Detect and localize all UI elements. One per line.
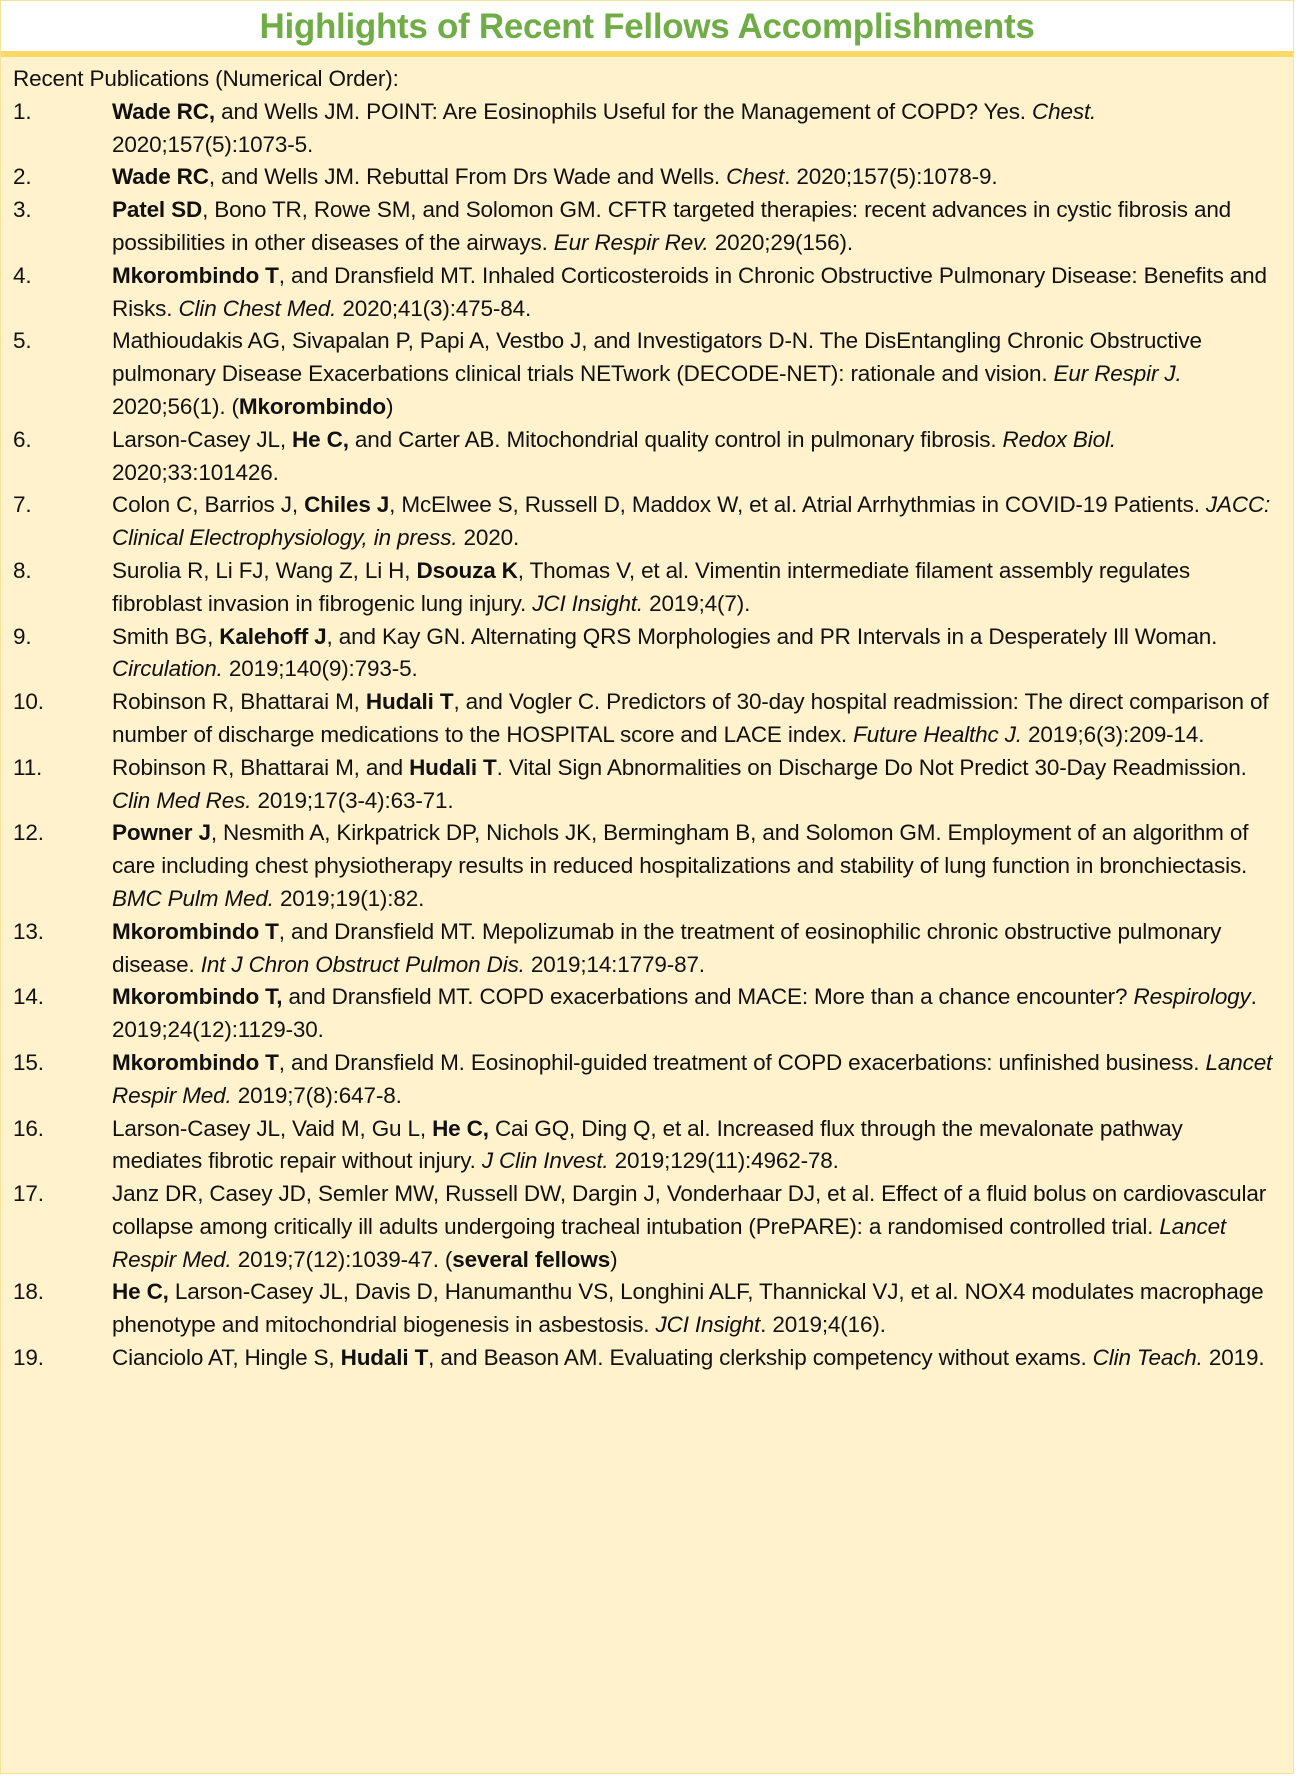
citation-text: Larson-Casey JL, [112,426,293,452]
publication-number: 6. [13,426,32,452]
citation-text: 2019. [1202,1345,1265,1371]
publication-item [13,161,1285,194]
page-title: Highlights of Recent Fellows Accomplishments [259,7,1035,46]
publication-item [13,1342,1285,1375]
publication-citation [112,621,1285,687]
publication-number: 18. [13,1279,44,1305]
journal-name: JCI Insight. [532,590,644,616]
journal-name: Eur Respir Rev. [553,229,709,255]
citation-text: 2019;4(7). [643,590,751,616]
publication-citation [112,752,1285,818]
citation-text: . Vital Sign Abnormalities on Discharge Do Not Predict 30-Day Readmission. [496,754,1247,780]
publication-item [13,1276,1285,1342]
publication-number: 1. [13,98,32,124]
journal-name: Eur Respir J. [1053,361,1182,387]
fellow-name: Hudali T [365,689,454,715]
publication-number: 9. [13,623,32,649]
fellow-name: Kalehoff J [219,623,327,649]
fellow-name: Chiles J [304,492,390,518]
citation-text: , Thomas V, et al. Vimentin intermediate filament assembly regulates fibroblast invasion in fibrogenic lung injury. [112,557,1191,616]
fellow-name: Mkorombindo T, [112,984,283,1010]
publication-citation [112,260,1285,326]
citation-text: , Bono TR, Rowe SM, and Solomon GM. CFTR targeted therapies: recent advances in cystic fibrosis and possibilities in other diseases of the airways. [112,197,1232,255]
publication-citation [112,489,1285,555]
publication-item [13,752,1285,818]
fellow-name: several fellows [452,1246,611,1272]
journal-name: Int J Chron Obstruct Pulmon Dis. [200,951,525,977]
citation-text: , and Dransfield MT. Inhaled Corticosteroids in Chronic Obstructive Pulmonary Disease: Benefits and Risks. [112,262,1267,321]
publication-citation [112,1178,1285,1276]
publication-number: 15. [13,1049,44,1075]
publications-section [1,57,1293,1375]
publication-number: 17. [13,1181,44,1207]
journal-name: Chest. [1032,98,1097,124]
fellow-name: Wade RC [112,164,209,190]
publication-list [13,96,1285,1375]
publication-number: 12. [13,820,44,846]
citation-text: , and Vogler C. Predictors of 30-day hospital readmission: The direct comparison of number of discharge medications to the HOSPITAL score and LACE index. [112,689,1269,747]
publication-item [13,424,1285,490]
citation-text: , and Dransfield M. Eosinophil-guided treatment of COPD exacerbations: unfinished business. [278,1049,1206,1075]
citation-text: 2019;129(11):4962-78. [608,1148,839,1174]
citation-text: and Dransfield MT. COPD exacerbations and MACE: More than a chance encounter? [282,984,1134,1010]
citation-text: 2020;29(156). [708,229,853,255]
journal-name: Redox Biol. [1002,426,1116,452]
publication-citation [112,424,1285,490]
page-header [1,1,1293,57]
publication-item [13,916,1285,982]
citation-text: and Carter AB. Mitochondrial quality control in pulmonary fibrosis. [348,426,1003,452]
fellow-name: Wade RC, [112,98,215,124]
fellow-name: Mkorombindo T [112,1049,279,1075]
publication-number: 13. [13,918,44,944]
fellow-name: Mkorombindo T [112,262,279,288]
citation-text: 2019;17(3-4):63-71. [251,787,454,813]
citation-text: , and Wells JM. Rebuttal From Drs Wade and Wells. [208,164,727,190]
publication-citation [112,325,1285,423]
publication-item [13,817,1285,915]
journal-name: Respirology [1133,984,1251,1010]
citation-text: 2019;6(3):209-14. [1021,721,1205,747]
publication-citation [112,1276,1285,1342]
publication-citation [112,96,1285,162]
citation-text: 2019;14:1779-87. [524,951,705,977]
fellow-name: Powner J [112,820,211,846]
fellow-name: Patel SD [112,197,203,223]
journal-name: JCI Insight [655,1312,761,1338]
publication-citation [112,817,1285,915]
publication-number: 14. [13,984,44,1010]
fellow-name: He C, [112,1279,169,1305]
journal-name: JACC: Clinical Electrophysiology, in press. [112,492,1271,551]
journal-name: Clin Teach. [1092,1345,1203,1371]
publication-number: 11. [13,754,43,780]
publication-number: 8. [13,557,32,583]
journal-name: J Clin Invest. [481,1148,609,1174]
citation-text: 2020;41(3):475-84. [336,295,532,321]
citation-text: . 2020;157(5):1078-9. [784,164,998,190]
fellow-name: Mkorombindo [238,393,386,419]
publication-item [13,325,1285,423]
fellow-name: Hudali T [340,1345,429,1371]
publication-item [13,1113,1285,1179]
citation-text: Robinson R, Bhattarai M, [112,689,366,715]
publication-item [13,555,1285,621]
publication-citation [112,194,1285,260]
citation-text: 2020;56(1). ( [112,393,239,419]
citation-text: Surolia R, Li FJ, Wang Z, Li H, [112,557,417,583]
publication-citation [112,1047,1285,1113]
citation-text: Colon C, Barrios J, [112,492,305,518]
citation-text: 2019;140(9):793-5. [222,656,418,682]
publication-item [13,489,1285,555]
publication-item [13,1178,1285,1276]
citation-text: 2019;19(1):82. [273,885,425,911]
publication-number: 19. [13,1345,44,1371]
citation-text: , and Beason AM. Evaluating clerkship competency without exams. [428,1345,1093,1371]
citation-text: , McElwee S, Russell D, Maddox W, et al. Atrial Arrhythmias in COVID-19 Patients. [389,492,1206,518]
citation-text: Smith BG, [112,623,220,649]
citation-text: , Nesmith A, Kirkpatrick DP, Nichols JK, Bermingham B, and Solomon GM. Employment of an algorithm of care including chest physiotherapy results in reduced hospitalizations and stability of lung function in bronchiectasis. [112,820,1249,879]
citation-text: . 2019;4(16). [760,1312,886,1338]
journal-name: Lancet Respir Med. [112,1049,1273,1108]
publication-citation [112,555,1285,621]
publication-number: 4. [13,262,32,288]
publication-citation [112,686,1285,752]
journal-name: Chest [726,164,785,190]
section-heading: Recent Publications (Numerical Order): [13,66,399,91]
journal-name: Lancet Respir Med. [112,1213,1227,1272]
journal-name: BMC Pulm Med. [112,885,274,911]
citation-text: 2020. [457,525,520,551]
citation-text: , and Dransfield MT. Mepolizumab in the treatment of eosinophilic chronic obstructive pulmonary disease. [112,918,1222,977]
citation-text: and Wells JM. POINT: Are Eosinophils Useful for the Management of COPD? Yes. [214,98,1033,124]
citation-text: Cianciolo AT, Hingle S, [112,1345,341,1371]
fellow-name: Hudali T [409,754,497,780]
citation-text: Larson-Casey JL, Vaid M, Gu L, [112,1115,433,1141]
publication-number: 16. [13,1115,44,1141]
citation-text: 2019;7(8):647-8. [231,1082,402,1108]
publication-item [13,260,1285,326]
citation-text: 2019;7(12):1039-47. ( [231,1246,453,1272]
publication-citation [112,1342,1285,1375]
fellow-name: Dsouza K [416,557,518,583]
fellow-name: He C, [432,1115,489,1141]
publication-citation [112,1113,1285,1179]
publication-item [13,194,1285,260]
publication-item [13,621,1285,687]
citation-text: ) [385,393,394,419]
fellow-name: He C, [292,426,349,452]
publication-item [13,1047,1285,1113]
publication-number: 2. [13,164,32,190]
citation-text: . 2019;24(12):1129-30. [112,984,1257,1043]
fellow-name: Mkorombindo T [112,918,279,944]
journal-name: Clin Chest Med. [178,295,337,321]
publication-item [13,96,1285,162]
journal-name: Future Healthc J. [853,721,1022,747]
publication-number: 3. [13,197,32,223]
citation-text: Janz DR, Casey JD, Semler MW, Russell DW, Dargin J, Vonderhaar DJ, et al. Effect of a fluid bolus on cardiovascular collapse among critically ill adults undergoing tracheal intubation (PrePARE): a randomised controlled trial. [112,1181,1267,1239]
citation-text: Cai GQ, Ding Q, et al. Increased flux through the mevalonate pathway mediates fibrotic repair without injury. [112,1115,1183,1174]
publication-number: 10. [13,689,44,715]
citation-text: 2020;157(5):1073-5. [112,131,314,157]
publication-number: 7. [13,492,32,518]
publication-number: 5. [13,328,32,354]
publication-citation [112,916,1285,982]
citation-text: Robinson R, Bhattarai M, and [112,754,410,780]
publication-item [13,686,1285,752]
citation-text: ) [610,1246,618,1272]
journal-name: Clin Med Res. [112,787,252,813]
publication-citation [112,981,1285,1047]
citation-text: Mathioudakis AG, Sivapalan P, Papi A, Vestbo J, and Investigators D-N. The DisEntangling Chronic Obstructive pulmonary Disease Exacerbations clinical trials NETwork (DECODE-NET): rationale and vision. [112,328,1202,387]
publication-item [13,981,1285,1047]
citation-text: 2020;33:101426. [112,459,279,485]
citation-text: , and Kay GN. Alternating QRS Morphologies and PR Intervals in a Desperately Ill Woman. [326,623,1218,649]
publication-citation [112,161,1285,194]
journal-name: Circulation. [112,656,223,682]
citation-text: Larson-Casey JL, Davis D, Hanumanthu VS, Longhini ALF, Thannickal VJ, et al. NOX4 modulates macrophage phenotype and mitochondrial biogenesis in asbestosis. [112,1279,1264,1338]
